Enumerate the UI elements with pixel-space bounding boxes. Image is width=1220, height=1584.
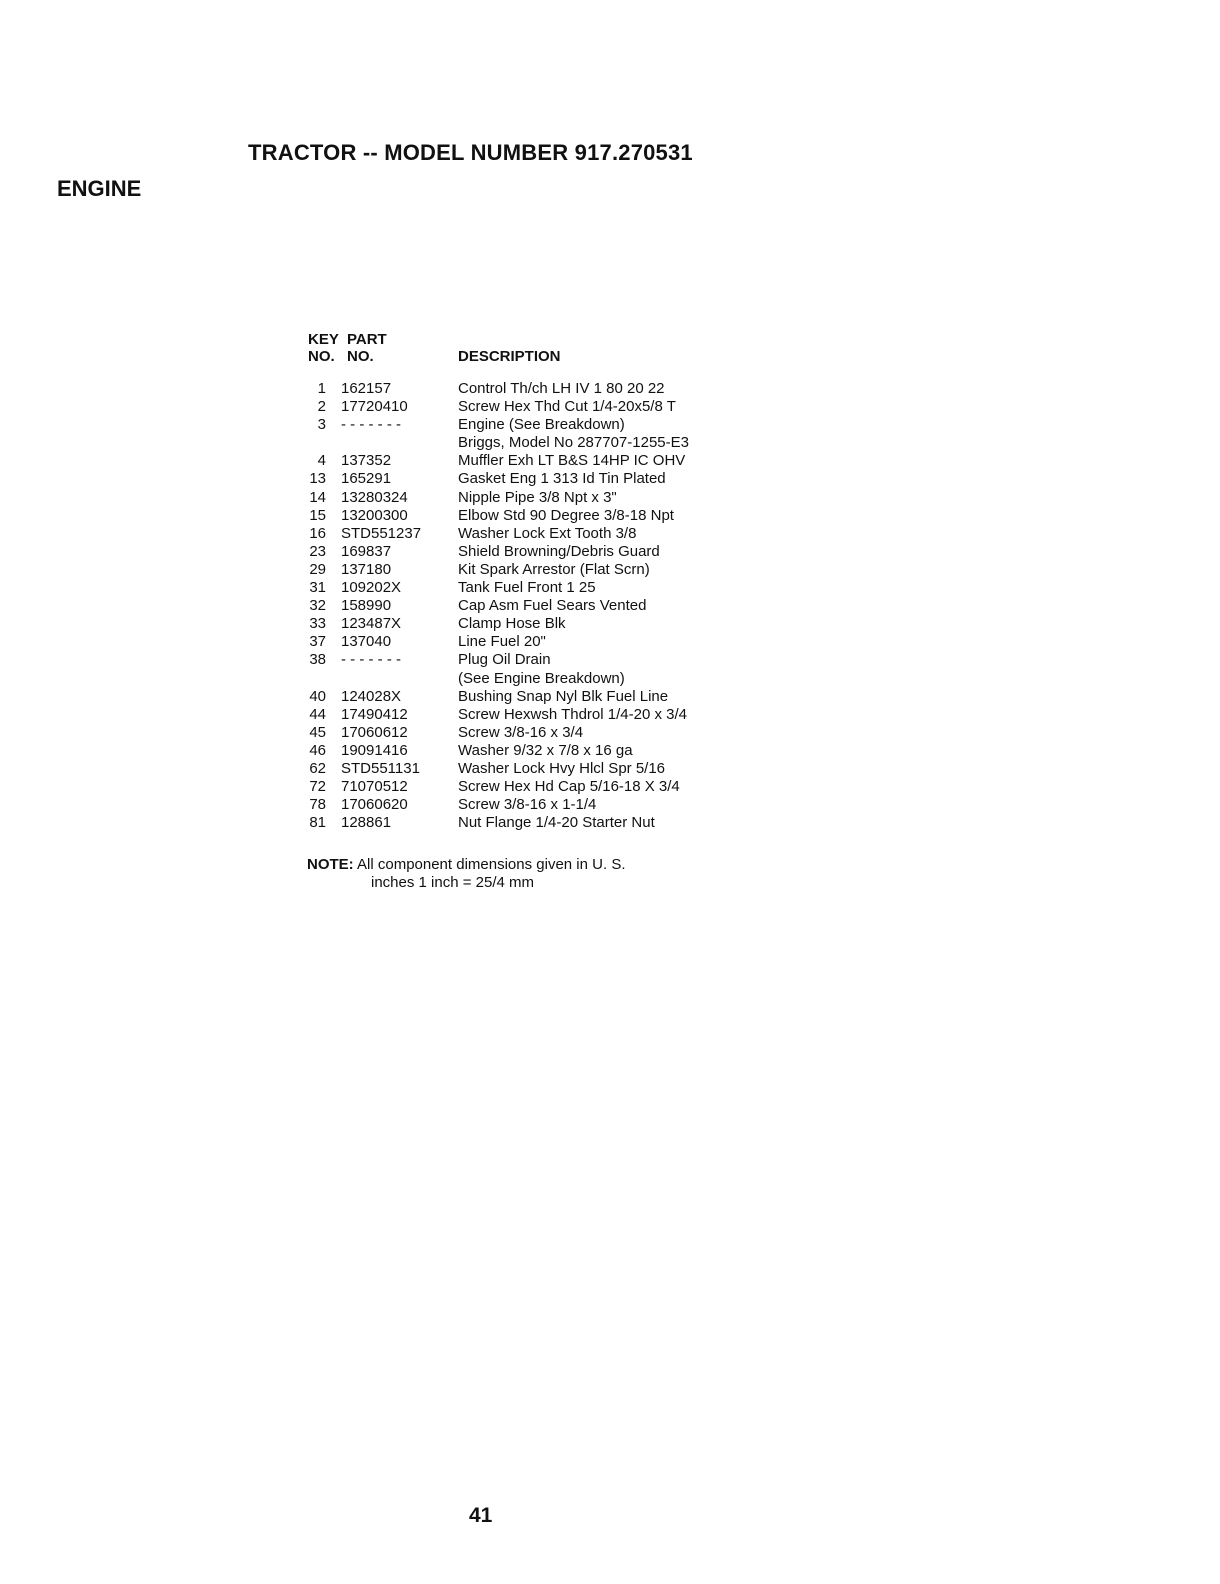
parts-row	[300, 489, 740, 507]
part-description	[458, 760, 740, 778]
key-number: 45	[309, 723, 326, 741]
key-number: 13	[309, 470, 326, 488]
description-line: Gasket Eng 1 313 Id Tin Plated	[458, 470, 666, 488]
part-number: 109202X	[341, 579, 402, 597]
key-number: 29	[309, 560, 326, 578]
column-header-description: DESCRIPTION	[458, 348, 561, 365]
key-number: 81	[309, 814, 326, 832]
parts-row	[300, 796, 740, 814]
note-line-1: All component dimensions given in U. S.	[357, 856, 626, 873]
key-number: 37	[309, 633, 326, 651]
part-description	[458, 814, 740, 832]
description-line: Shield Browning/Debris Guard	[458, 542, 660, 560]
key-number: 33	[309, 615, 326, 633]
key-number: 38	[309, 651, 326, 669]
part-description	[458, 525, 740, 543]
description-line: Line Fuel 20"	[458, 633, 546, 651]
description-line: Nut Flange 1/4-20 Starter Nut	[458, 814, 655, 832]
note	[307, 856, 626, 874]
part-description	[458, 579, 740, 597]
parts-row	[300, 380, 740, 398]
description-line: (See Engine Breakdown)	[458, 669, 625, 687]
parts-row	[300, 706, 740, 724]
part-description	[458, 706, 740, 724]
parts-row	[300, 543, 740, 561]
column-header-part-no: NO.	[347, 348, 374, 365]
description-line: Cap Asm Fuel Sears Vented	[458, 597, 647, 615]
parts-row	[300, 579, 740, 597]
parts-row	[300, 688, 740, 706]
part-description	[458, 633, 740, 651]
part-number: 137180	[341, 560, 392, 578]
key-number: 78	[309, 796, 326, 814]
description-line: Plug Oil Drain	[458, 651, 551, 669]
part-description	[458, 651, 740, 687]
part-number: 13200300	[341, 506, 408, 524]
part-number: 137040	[341, 633, 392, 651]
description-line: Nipple Pipe 3/8 Npt x 3"	[458, 488, 617, 506]
part-description	[458, 796, 740, 814]
parts-row	[300, 760, 740, 778]
part-number: 165291	[341, 470, 392, 488]
page-title: TRACTOR -- MODEL NUMBER 917.270531	[248, 140, 693, 165]
part-number: 17060612	[341, 723, 408, 741]
description-line: Screw Hex Hd Cap 5/16-18 X 3/4	[458, 778, 680, 796]
part-description	[458, 615, 740, 633]
part-description	[458, 398, 740, 416]
key-number: 1	[317, 380, 326, 397]
key-number: 72	[309, 778, 326, 796]
parts-row	[300, 615, 740, 633]
description-line: Washer 9/32 x 7/8 x 16 ga	[458, 741, 633, 759]
key-number: 40	[309, 687, 326, 705]
parts-row	[300, 651, 740, 687]
key-number: 62	[309, 759, 326, 777]
parts-row	[300, 525, 740, 543]
key-number: 32	[309, 597, 326, 615]
parts-row	[300, 742, 740, 760]
description-line: Clamp Hose Blk	[458, 615, 566, 633]
description-line: Tank Fuel Front 1 25	[458, 579, 596, 597]
part-description	[458, 380, 740, 398]
part-description	[458, 688, 740, 706]
parts-row	[300, 561, 740, 579]
key-number: 3	[317, 416, 326, 434]
part-number: 128861	[341, 814, 392, 832]
parts-row	[300, 597, 740, 615]
description-line: Bushing Snap Nyl Blk Fuel Line	[458, 687, 669, 705]
part-description	[458, 416, 740, 452]
key-number: 2	[317, 398, 326, 416]
part-number: 71070512	[341, 778, 408, 796]
part-number: 169837	[341, 542, 392, 560]
key-number: 31	[309, 579, 326, 597]
part-description	[458, 543, 740, 561]
part-description	[458, 742, 740, 760]
part-number: - - - - - - -	[341, 416, 401, 434]
description-line: Screw 3/8-16 x 1-1/4	[458, 796, 597, 814]
part-number: 158990	[341, 597, 392, 615]
parts-row	[300, 633, 740, 651]
key-number: 4	[317, 452, 326, 470]
parts-row	[300, 507, 740, 525]
column-header-key: KEY	[308, 331, 339, 348]
part-number: 17060620	[341, 796, 408, 814]
key-number: 23	[309, 542, 326, 560]
description-line: Elbow Std 90 Degree 3/8-18 Npt	[458, 506, 674, 524]
key-number: 16	[309, 524, 326, 542]
description-line: Engine (See Breakdown)	[458, 416, 625, 434]
part-number: 17490412	[341, 705, 408, 723]
part-number: 124028X	[341, 687, 402, 705]
part-description	[458, 452, 740, 470]
description-line: Washer Lock Ext Tooth 3/8	[458, 524, 637, 542]
column-header-key-no: NO.	[308, 348, 335, 365]
key-number: 15	[309, 506, 326, 524]
parts-row	[300, 470, 740, 488]
part-number: STD551131	[341, 759, 420, 777]
part-description	[458, 507, 740, 525]
part-number: 17720410	[341, 398, 408, 416]
part-description	[458, 561, 740, 579]
description-line: Briggs, Model No 287707-1255-E3	[458, 434, 689, 452]
description-line: Screw Hex Thd Cut 1/4-20x5/8 T	[458, 398, 676, 416]
parts-list	[300, 380, 740, 832]
part-number: 137352	[341, 452, 392, 470]
description-line: Kit Spark Arrestor (Flat Scrn)	[458, 560, 650, 578]
parts-row	[300, 416, 740, 452]
parts-row	[300, 778, 740, 796]
part-description	[458, 470, 740, 488]
part-description	[458, 597, 740, 615]
description-line: Washer Lock Hvy Hlcl Spr 5/16	[458, 759, 666, 777]
description-line: Muffler Exh LT B&S 14HP IC OHV	[458, 452, 686, 470]
note-label: NOTE:	[307, 856, 354, 873]
section-heading: ENGINE	[57, 176, 142, 201]
part-description	[458, 724, 740, 742]
parts-row	[300, 724, 740, 742]
column-header-part: PART	[347, 331, 387, 348]
part-description	[458, 778, 740, 796]
description-line: Screw 3/8-16 x 3/4	[458, 723, 584, 741]
page-number: 41	[469, 1504, 493, 1527]
part-number: 13280324	[341, 488, 408, 506]
key-number: 46	[309, 741, 326, 759]
part-number: STD551237	[341, 524, 422, 542]
parts-row	[300, 452, 740, 470]
part-number: 123487X	[341, 615, 402, 633]
parts-row	[300, 814, 740, 832]
part-number: - - - - - - -	[341, 651, 401, 669]
description-line: Control Th/ch LH IV 1 80 20 22	[458, 380, 665, 397]
part-number: 162157	[341, 380, 392, 397]
description-line: Screw Hexwsh Thdrol 1/4-20 x 3/4	[458, 705, 687, 723]
note-line-2: inches 1 inch = 25/4 mm	[371, 874, 535, 891]
parts-row	[300, 398, 740, 416]
part-description	[458, 489, 740, 507]
key-number: 44	[309, 705, 326, 723]
part-number: 19091416	[341, 741, 408, 759]
key-number: 14	[309, 488, 326, 506]
